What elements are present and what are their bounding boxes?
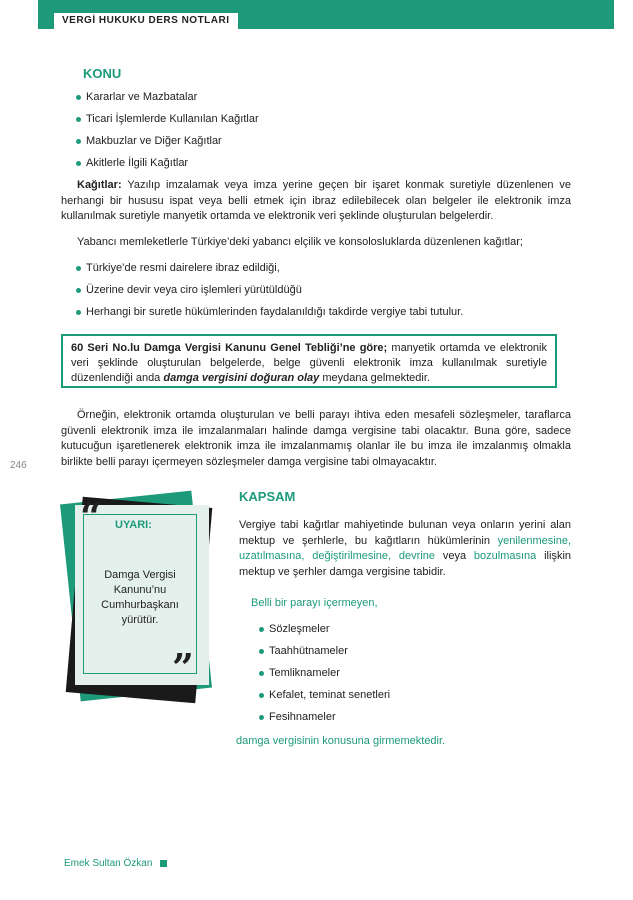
konu-heading: KONU <box>83 66 122 81</box>
running-title: VERGİ HUKUKU DERS NOTLARI <box>54 13 238 29</box>
list-item: Kefalet, teminat senetleri <box>259 688 390 710</box>
kapsam-paragraph <box>239 518 571 580</box>
list-item: Sözleşmeler <box>259 622 390 644</box>
teblig-tail: meydana gelmektedir. <box>322 372 430 384</box>
konu-list <box>76 90 259 178</box>
close-quote-icon: ” <box>172 645 194 690</box>
teblig-box <box>61 334 557 388</box>
uyari-text: Damga Vergisi Kanunu’nu Cumhurbaşkanı yürütür. <box>101 569 179 626</box>
kagitlar-term: Kağıtlar: <box>77 179 122 191</box>
kagitlar-text: Yazılıp imzalamak veya imza yerine geçen bir işaret konmak suretiyle düzenlenen ve herhangi bir hususu ispat veya belli etmek için ibraz edilebilecek olan belgeler ile elektronik imza kullanılmak suretiyle manyetik ortamda ve elektronik veri şeklinde oluşturulan belgelerdir. <box>61 179 571 222</box>
list-item: Fesihnameler <box>259 710 390 732</box>
list-item: Makbuzlar ve Diğer Kağıtlar <box>76 134 259 156</box>
list-item: Temliknameler <box>259 666 390 688</box>
list-item: Türkiye’de resmi dairelere ibraz edildiği, <box>76 261 463 283</box>
footer-author: Emek Sultan Özkan <box>64 858 153 869</box>
list-item: Herhangi bir suretle hükümlerinden faydalanıldığı takdirde vergiye tabi tutulur. <box>76 305 463 327</box>
kapsam-heading: KAPSAM <box>239 489 296 504</box>
teblig-lead: 60 Seri No.lu Damga Vergisi Kanunu Genel Tebliği’ne göre; <box>71 342 388 354</box>
kapsam-highlight-2: bozulmasına <box>473 550 537 562</box>
kapsam-closing: damga vergisinin konusuna girmemektedir. <box>236 735 446 747</box>
list-item: Taahhütnameler <box>259 644 390 666</box>
kapsam-connector: veya <box>442 550 467 562</box>
uyari-label: UYARI: <box>115 519 152 531</box>
ornek-paragraph: Örneğin, elektronik ortamda oluşturulan ve belli parayı ihtiva eden mesafeli sözleşmeler, taraflarca güvenli elektronik imza ile imzalanmaları halinde damga vergisine tabi olacaktır. Buna göre, sadece kutucuğun işaretlenerek elektronik imza ile imzalanmamış olanlar ile bu imza ile imzalanmış olmakla birlikte belli parayı içermeyen sözleşmeler damga vergisine tabi olmayacaktır. <box>61 409 571 468</box>
yabanci-list <box>76 261 463 327</box>
yabanci-intro: Yabancı memleketlerle Türkiye’deki yabancı elçilik ve konsolosluklarda düzenlenen kağıtlar; <box>77 236 523 248</box>
teblig-emphasis: damga vergisini doğuran olay <box>163 372 320 384</box>
list-item: Kararlar ve Mazbatalar <box>76 90 259 112</box>
open-quote-icon: “ <box>80 494 102 539</box>
teblig-text: manyetik ortamda ve elektronik veri şeklinde oluşturulan belgelerde, belge güvenli elektronik imza kullanılmak suretiyle düzenlendiği anda <box>71 342 547 384</box>
kapsam-highlight: yenilenmesine, uzatılmasına, değiştirilmesine, devrine <box>239 534 571 562</box>
list-item: Ticari İşlemlerde Kullanılan Kağıtlar <box>76 112 259 134</box>
kapsam-list <box>259 622 390 732</box>
belli-line: Belli bir parayı içermeyen, <box>251 597 378 609</box>
page-number: 246 <box>10 460 27 471</box>
kagitlar-paragraph <box>61 178 571 225</box>
list-item: Akitlerle İlgili Kağıtlar <box>76 156 259 178</box>
kapsam-tail: ilişkin mektup ve şerhler damga vergisine tabidir. <box>239 550 572 578</box>
list-item: Üzerine devir veya ciro işlemleri yürütüldüğü <box>76 283 463 305</box>
footer-square-icon <box>160 860 167 867</box>
kapsam-text: Vergiye tabi kağıtlar mahiyetinde bulunan veya onların yerini alan mektup ve şerhlerle, bu kağıtların hükümlerinin <box>239 519 571 547</box>
